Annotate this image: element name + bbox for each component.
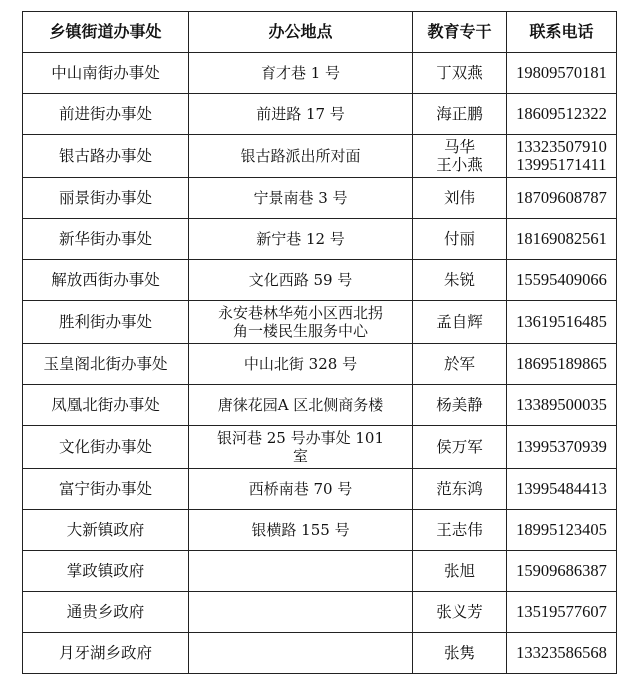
- header-office: 乡镇街道办事处: [23, 12, 189, 53]
- staff-cell-line: 海正鹏: [436, 105, 483, 123]
- address-cell-line: 银横路 155 号: [251, 521, 350, 539]
- phone-cell-line: 18609512322: [516, 104, 607, 123]
- phone-cell-line: 18695189865: [516, 354, 607, 373]
- address-cell-line: 角一楼民生服务中心: [232, 322, 368, 340]
- address-cell-line: 室: [292, 447, 308, 465]
- office-cell: 丽景街办事处: [23, 178, 189, 219]
- staff-cell-line: 王志伟: [436, 521, 483, 539]
- address-cell-line: 中山北街 328 号: [243, 355, 358, 373]
- phone-cell: [507, 219, 617, 260]
- phone-cell: [507, 53, 617, 94]
- office-cell: 大新镇政府: [23, 510, 189, 551]
- header-address: 办公地点: [189, 12, 413, 53]
- table-row: [23, 551, 617, 592]
- phone-cell-line: 18169082561: [516, 229, 607, 248]
- staff-cell: [413, 633, 507, 674]
- staff-cell-line: 张旭: [443, 562, 475, 580]
- staff-cell: [413, 301, 507, 344]
- table-row: [23, 53, 617, 94]
- address-cell: [189, 510, 413, 551]
- phone-cell: [507, 135, 617, 178]
- address-cell-line: 文化西路 59 号: [248, 271, 353, 289]
- table-body: [23, 53, 617, 674]
- office-cell: 中山南街办事处: [23, 53, 189, 94]
- staff-cell: [413, 551, 507, 592]
- phone-cell-line: 13995171411: [516, 155, 607, 174]
- phone-cell: [507, 260, 617, 301]
- address-cell-line: 前进路 17 号: [256, 105, 345, 123]
- staff-cell: [413, 592, 507, 633]
- table-row: [23, 344, 617, 385]
- phone-cell: [507, 551, 617, 592]
- office-cell: 文化街办事处: [23, 426, 189, 469]
- staff-cell-line: 范东鸿: [436, 480, 483, 498]
- office-cell: 月牙湖乡政府: [23, 633, 189, 674]
- staff-cell-line: 孟自辉: [436, 313, 483, 331]
- address-cell-line: 新宁巷 12 号: [256, 230, 345, 248]
- staff-cell-line: 王小燕: [436, 156, 483, 174]
- phone-cell-line: 13389500035: [516, 395, 607, 414]
- phone-cell: [507, 385, 617, 426]
- address-cell: [189, 592, 413, 633]
- address-cell: [189, 385, 413, 426]
- phone-cell: [507, 469, 617, 510]
- table-row: [23, 633, 617, 674]
- address-cell: [189, 53, 413, 94]
- phone-cell-line: 18995123405: [516, 520, 607, 539]
- phone-cell-line: 15595409066: [516, 270, 607, 289]
- contact-table-container: [22, 11, 617, 674]
- address-cell: [189, 260, 413, 301]
- table-header-row: [23, 12, 617, 53]
- staff-cell-line: 刘伟: [443, 189, 475, 207]
- staff-cell-line: 丁双燕: [436, 64, 483, 82]
- phone-cell: [507, 633, 617, 674]
- table-row: [23, 178, 617, 219]
- address-cell: [189, 469, 413, 510]
- staff-cell: [413, 426, 507, 469]
- address-cell-line: 唐徕花园A 区北侧商务楼: [217, 396, 384, 414]
- contact-table: [22, 11, 617, 674]
- table-row: [23, 510, 617, 551]
- staff-cell: [413, 344, 507, 385]
- address-cell: [189, 135, 413, 178]
- staff-cell-line: 侯万军: [436, 438, 483, 456]
- office-cell: 掌政镇政府: [23, 551, 189, 592]
- table-row: [23, 301, 617, 344]
- staff-cell: [413, 510, 507, 551]
- phone-cell: [507, 510, 617, 551]
- address-cell: [189, 426, 413, 469]
- table-row: [23, 385, 617, 426]
- table-row: [23, 135, 617, 178]
- address-cell-line: 宁景南巷 3 号: [253, 189, 348, 207]
- office-cell: 胜利街办事处: [23, 301, 189, 344]
- address-cell-line: 西桥南巷 70 号: [248, 480, 353, 498]
- office-cell: 富宁街办事处: [23, 469, 189, 510]
- staff-cell: [413, 385, 507, 426]
- staff-cell: [413, 135, 507, 178]
- staff-cell: [413, 260, 507, 301]
- office-cell: 新华街办事处: [23, 219, 189, 260]
- address-cell: [189, 344, 413, 385]
- staff-cell-line: 朱锐: [443, 271, 475, 289]
- office-cell: 前进街办事处: [23, 94, 189, 135]
- header-phone: 联系电话: [507, 12, 617, 53]
- phone-cell-line: 13995484413: [516, 479, 607, 498]
- table-row: [23, 260, 617, 301]
- address-cell: [189, 301, 413, 344]
- address-cell-line: 育才巷 1 号: [260, 64, 341, 82]
- phone-cell: [507, 301, 617, 344]
- phone-cell-line: 18709608787: [516, 188, 607, 207]
- staff-cell-line: 张隽: [443, 644, 475, 662]
- office-cell: 凤凰北街办事处: [23, 385, 189, 426]
- address-cell-line: 银河巷 25 号办事处 101: [216, 429, 385, 447]
- phone-cell-line: 13619516485: [516, 312, 607, 331]
- address-cell-line: 永安巷林华苑小区西北拐: [217, 304, 383, 322]
- table-row: [23, 426, 617, 469]
- staff-cell-line: 於军: [443, 355, 475, 373]
- address-cell-line: 银古路派出所对面: [240, 147, 361, 165]
- office-cell: 解放西街办事处: [23, 260, 189, 301]
- staff-cell: [413, 178, 507, 219]
- staff-cell-line: 杨美静: [436, 396, 483, 414]
- table-row: [23, 592, 617, 633]
- staff-cell: [413, 469, 507, 510]
- address-cell: [189, 94, 413, 135]
- table-row: [23, 469, 617, 510]
- address-cell: [189, 178, 413, 219]
- header-staff: 教育专干: [413, 12, 507, 53]
- table-row: [23, 94, 617, 135]
- phone-cell-line: 15909686387: [516, 561, 607, 580]
- table-row: [23, 219, 617, 260]
- office-cell: 通贵乡政府: [23, 592, 189, 633]
- phone-cell: [507, 94, 617, 135]
- phone-cell: [507, 178, 617, 219]
- staff-cell: [413, 219, 507, 260]
- phone-cell-line: 13323586568: [516, 643, 607, 662]
- phone-cell-line: 19809570181: [516, 63, 607, 82]
- office-cell: 玉皇阁北街办事处: [23, 344, 189, 385]
- phone-cell: [507, 592, 617, 633]
- staff-cell: [413, 53, 507, 94]
- staff-cell: [413, 94, 507, 135]
- phone-cell: [507, 426, 617, 469]
- phone-cell: [507, 344, 617, 385]
- phone-cell-line: 13323507910: [516, 137, 607, 156]
- address-cell: [189, 633, 413, 674]
- phone-cell-line: 13519577607: [516, 602, 607, 621]
- address-cell: [189, 219, 413, 260]
- address-cell: [189, 551, 413, 592]
- staff-cell-line: 付丽: [443, 230, 475, 248]
- phone-cell-line: 13995370939: [516, 437, 607, 456]
- staff-cell-line: 张义芳: [436, 603, 483, 621]
- staff-cell-line: 马华: [443, 138, 475, 156]
- office-cell: 银古路办事处: [23, 135, 189, 178]
